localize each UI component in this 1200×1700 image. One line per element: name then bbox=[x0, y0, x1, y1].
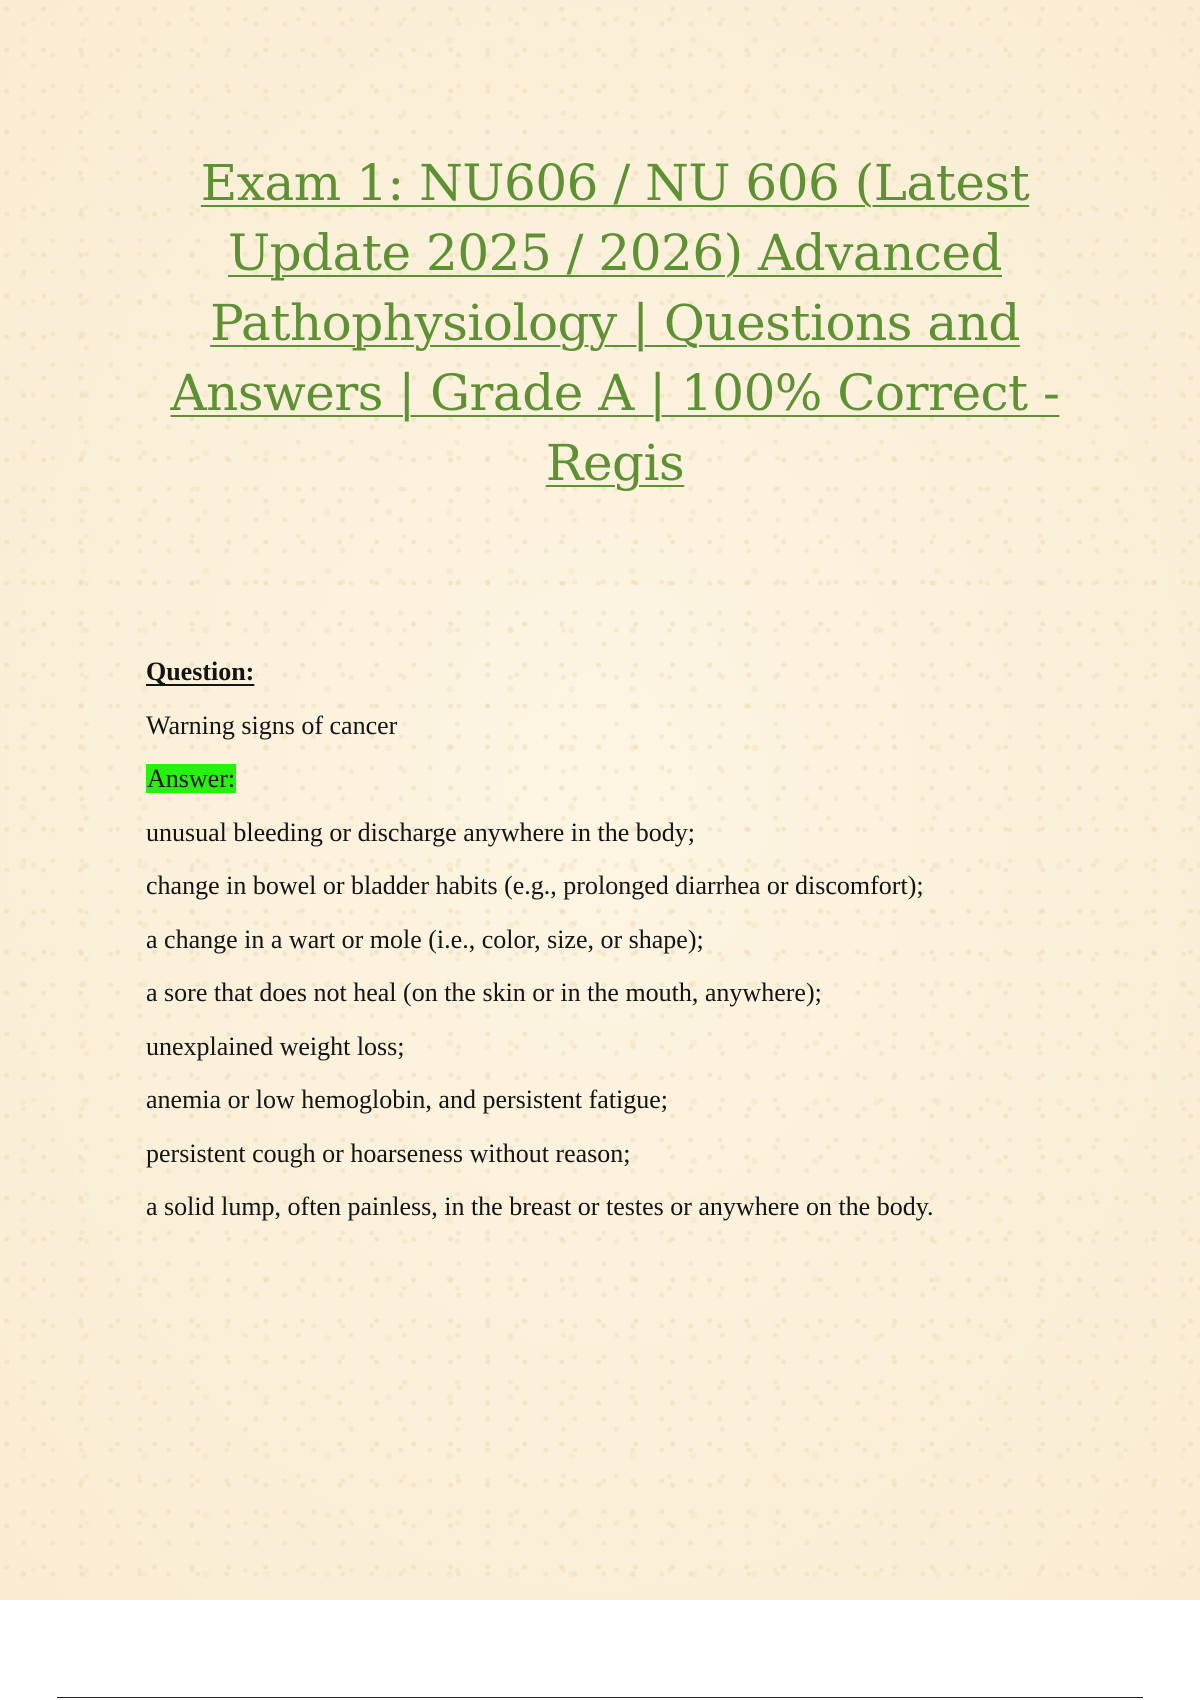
question-heading-line bbox=[146, 652, 1106, 706]
footer-divider bbox=[57, 1697, 1143, 1698]
answer-line: a solid lump, often painless, in the breast or testes or anywhere on the body. bbox=[146, 1192, 934, 1221]
answer-line: anemia or low hemoglobin, and persistent fatigue; bbox=[146, 1085, 669, 1114]
answer-line: persistent cough or hoarseness without reason; bbox=[146, 1138, 631, 1168]
answer-line: a sore that does not heal (on the skin or in the mouth, anywhere); bbox=[146, 978, 822, 1007]
answer-line: change in bowel or bladder habits (e.g., prolonged diarrhea or discomfort); bbox=[146, 871, 924, 900]
answer-label: Answer: bbox=[147, 764, 236, 793]
answer-label-line bbox=[146, 759, 1106, 813]
document-title: Exam 1: NU606 / NU 606 (Latest Update 2025 / 2026) Advanced Pathophysiology | Questions and Answers | Grade A | 100% Correct - Regis bbox=[170, 154, 1060, 492]
question-text: Warning signs of cancer bbox=[146, 710, 398, 740]
answer-line: a change in a wart or mole (i.e., color, size, or shape); bbox=[146, 924, 704, 954]
answer-line: unusual bleeding or discharge anywhere in the body; bbox=[146, 817, 695, 847]
question-heading: Question: bbox=[146, 657, 255, 686]
question-answer-block bbox=[146, 652, 1106, 1241]
answer-line: unexplained weight loss; bbox=[146, 1031, 405, 1061]
